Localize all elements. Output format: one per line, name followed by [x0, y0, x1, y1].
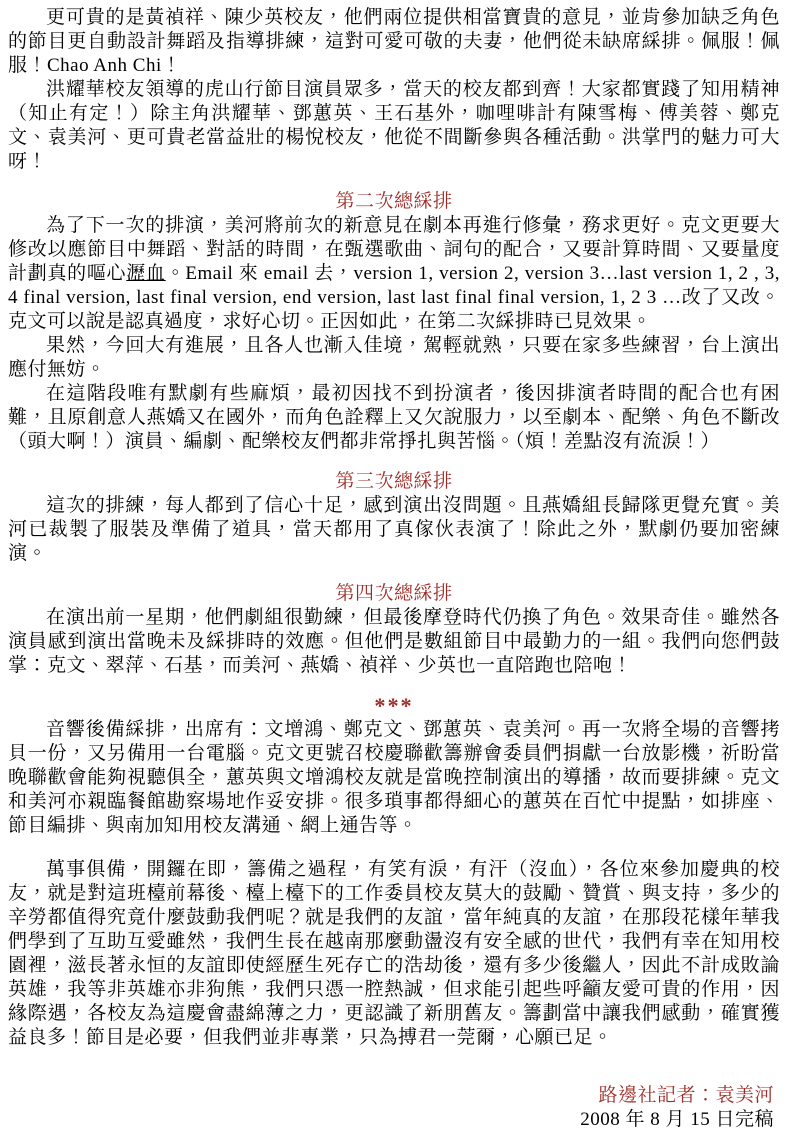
paragraph-progress: 果然，今回大有進展，且各人也漸入佳境，駕輕就熟，只要在家多些練習，台上演出應付無妨。	[8, 335, 780, 380]
reporter-byline: 路邊社記者：袁美河	[598, 1085, 774, 1106]
section-separator-asterisks: ***	[374, 693, 414, 718]
revision-text-before-underline: 為了下一次的排演，美河將前次的新意見在劇本再進行修彙，務求更好。克文更要大修改以應節目中舞蹈、對話的時間，在甄選歌曲、詞句的配合，又要計算時間、又要量度計劃真的嘔心	[8, 215, 780, 284]
paragraph-guest-couple: 更可貴的是黃禎祥、陳少英校友，他們兩位提供相當寶貴的意見，並肯參加缺乏角色的節目更自動設計舞蹈及指導排練，這對可愛可敬的夫妻，他們從未缺席綵排。佩服！佩服！Chao Anh Chi！	[8, 7, 780, 76]
completion-date: 2008 年 8 月 15 日完稿	[580, 1109, 774, 1130]
revision-text-after-underline: 。Email 來 email 去，version 1, version 2, version 3…last version 1, 2 , 3, 4 final version, last final version, end version, last last final final version, 1, 2 3 …改了又改。克文可以說是認真過度，求好心切。正因如此，在第二次綵排時已見效果。	[8, 263, 780, 332]
heading-third-rehearsal: 第三次總綵排	[335, 471, 453, 492]
heading-fourth-rehearsal: 第四次總綵排	[335, 583, 453, 604]
paragraph-script-revisions	[8, 214, 780, 334]
paragraph-closing-reflection: 萬事俱備，開鑼在即，籌備之過程，有笑有淚，有汗（沒血），各位來參加慶典的校友，就是對這班檯前幕後、檯上檯下的工作委員校友莫大的鼓勵、贊賞、與支持，多少的辛勞都值得究竟什麼鼓動我們呢？就是我們的友誼，當年純真的友誼，在那段花樣年華我們學到了互助互愛雖然，我們生長在越南那麼動盪沒有安全感的世代，我們有幸在知用校園裡，滋長著永恒的友誼即使經歷生死存亡的浩劫後，還有多少後繼人，因此不計成敗論英雄，我等非英雄亦非狗熊，我們只憑一腔熱誠，但求能引起些呼籲友愛可貴的作用，因緣際遇，各校友為這慶會盡綿薄之力，更認識了新朋舊友。籌劃當中讓我們感動，確實獲益良多！節目是必要，但我們並非專業，只為搏君一莞爾，心願已足。	[8, 859, 780, 1048]
paragraph-third-rehearsal: 這次的排練，每人都到了信心十足，感到演出沒問題。且燕嬌組長歸隊更覺充實。美河已裁製了服裝及準備了道具，當天都用了真傢伙表演了！除此之外，默劇仍要加密練演。	[8, 495, 780, 564]
heading-second-rehearsal: 第二次總綵排	[335, 191, 453, 212]
paragraph-mime-trouble: 在這階段唯有默劇有些麻煩，最初因找不到扮演者，後因排演者時間的配合也有困難，且原創意人燕嬌又在國外，而角色詮釋上又欠說服力，以至劇本、配樂、角色不斷改（頭大啊！）演員、編劇、配樂校友們都非常掙扎與苦惱。（煩！差點沒有流淚！）	[8, 383, 780, 452]
paragraph-tiger-mountain-cast: 洪耀華校友領導的虎山行節目演員眾多，當天的校友都到齊！大家都實踐了知用精神（知止有定！）除主角洪耀華、鄧蕙英、王石基外，咖哩啡計有陳雪梅、傅美蓉、鄭克文、袁美河、更可貴老當益壯的楊悅校友，他從不間斷參與各種活動。洪掌門的魅力可大呀！	[8, 79, 780, 172]
paragraph-audio-backup-rehearsal: 音響後備綵排，出席有：文增鴻、鄭克文、鄧蕙英、袁美河。再一次將全場的音響拷貝一份，又另備用一台電腦。克文更號召校慶聯歡籌辦會委員們捐獻一台放影機，祈盼當晚聯歡會能夠視聽俱全，蕙英與文增鴻校友就是當晚控制演出的導播，故而要排練。克文和美河亦親臨餐館勘察場地作妥安排。很多瑣事都得細心的蕙英在百忙中提點，如排座、節目編排、與南加知用校友溝通、網上通告等。	[8, 719, 780, 836]
signature-block	[8, 1084, 780, 1132]
revision-text-underlined: 瀝血	[126, 263, 166, 284]
paragraph-fourth-rehearsal: 在演出前一星期，他們劇組很勤練，但最後摩登時代仍換了角色。效果奇佳。雖然各演員感到演出當晚未及綵排時的效應。但他們是數組節目中最勤力的一組。我們向您們鼓掌：克文、翠萍、石基，而美河、燕嬌、禎祥、少英也一直陪跑也陪咆！	[8, 607, 780, 676]
